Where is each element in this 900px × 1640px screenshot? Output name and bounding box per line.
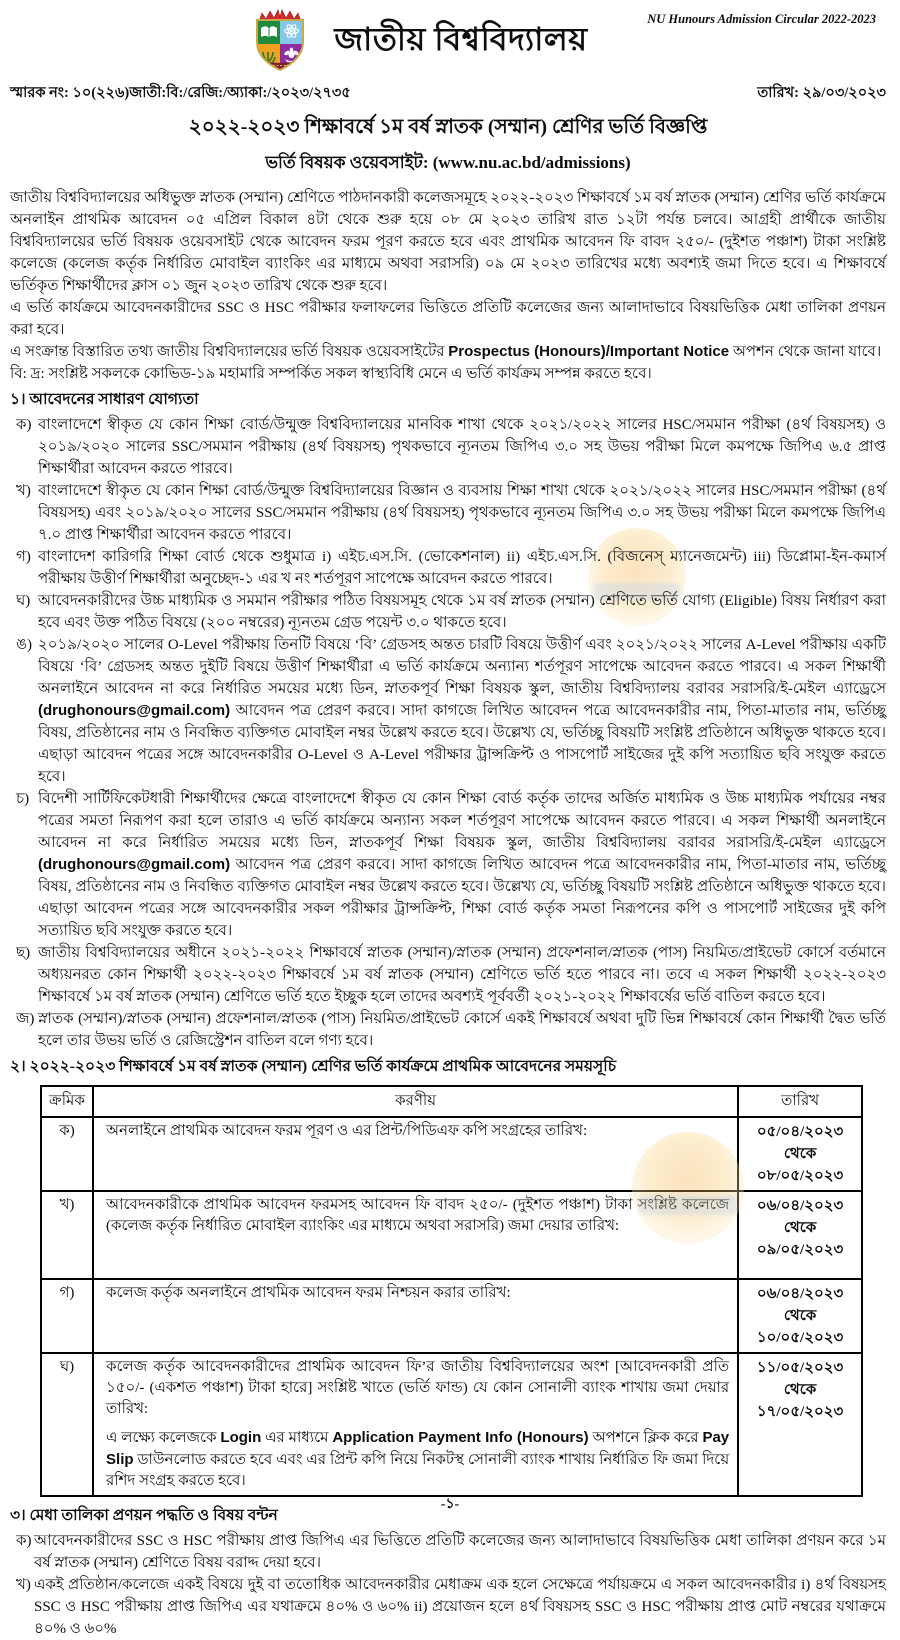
section3-heading: ৩। মেধা তালিকা প্রণয়ন পদ্ধতি ও বিষয় বন্টন	[10, 1507, 278, 1524]
row-serial: ঘ)	[41, 1353, 93, 1496]
eligibility-item-chha	[10, 942, 886, 1008]
covid-note: বি: দ্র: সংশ্লিষ্ট সকলকে কোভিড-১৯ মহামারি সম্পর্কিত সকল স্বাস্থ্যবিধি মেনে এ ভর্তি কার্যক্রম সম্পন্ন করতে হবে।	[10, 366, 652, 382]
row-serial: ক)	[41, 1117, 93, 1191]
item-text: আবেদনকারীদের SSC ও HSC পরীক্ষায় প্রাপ্ত জিপিএ এর ভিত্তিতে প্রতিটি কলেজের জন্য আলাদাভাবে বিষয়ভিত্তিক মেধা তালিকা প্রণয়ন করে ১ম বর্ষ স্নাতক (সম্মান) শ্রেণিতে বিষয় বরাদ্দ দেয়া হবে।	[34, 1533, 886, 1571]
page-number: -১-	[440, 1497, 460, 1512]
dean-email[interactable]: (drughonours@gmail.com)	[38, 856, 231, 873]
date-from: ০৬/০৪/২০২৩	[756, 1286, 844, 1302]
item-text: আবেদনকারীদের উচ্চ মাধ্যমিক ও সমমান পরীক্ষার পঠিত বিষয়সমূহ থেকে ১ম বর্ষ স্নাতক (সম্মান) শ্রেণিতে ভর্তি যোগ্য (Eligible) বিষয় নির্ধারণ করা হবে এবং উক্ত পঠিত বিষয়ে (২০০ নম্বরের) ন্যূনতম গ্রেড পয়েন্ট ৩.০ থাকতে হবে।	[38, 593, 886, 631]
date-to: ১০/০৫/২০২৩	[756, 1330, 844, 1346]
row-action: আবেদনকারীকে প্রাথমিক আবেদন ফরমসহ আবেদন ফি বাবদ ২৫০/- (দুইশত পঞ্চাশ) টাকা সংশ্লিষ্ট কলেজে (কলেজ কর্তৃক নির্ধারিত মোবাইল ব্যাংকিং এর মাধ্যমে অথবা সরাসরি) জমা দেয়ার তারিখ:	[93, 1191, 738, 1279]
item-label: ছ)	[16, 945, 31, 961]
page-title: ২০২২-২০২৩ শিক্ষাবর্ষে ১ম বর্ষ স্নাতক (সম্মান) শ্রেণির ভর্তি বিজ্ঞপ্তি	[188, 116, 708, 138]
instruction-text: অপশনে ক্লিক করে	[588, 1430, 703, 1446]
item-label: চ)	[16, 791, 30, 807]
item-text: বাংলাদেশে স্বীকৃত যে কোন শিক্ষা বোর্ড/উন্মুক্ত বিশ্ববিদ্যালয়ের মানবিক শাখা থেকে ২০২১/২০২২ সালের HSC/সমমান পরীক্ষা (৪র্থ বিষয়সহ) ও ২০১৯/২০২০ সালের SSC/সমমান পরীক্ষায় (৪র্থ বিষয়সহ) পৃথকভাবে ন্যূনতম জিপিএ ৩.০ সহ উভয় পরীক্ষা মিলে কমপক্ষে জিপিএ ৬.৫ প্রাপ্ত শিক্ষার্থীরা আবেদন করতে পারবে।	[38, 417, 886, 477]
eligibility-item-gha	[10, 590, 886, 634]
admission-website-line	[10, 150, 886, 178]
date-to: ০৮/০৫/২০২৩	[756, 1168, 844, 1184]
corner-note: NU Hunours Admission Circular 2022-2023	[647, 12, 876, 26]
eligibility-item-ka	[10, 414, 886, 480]
row-action	[93, 1353, 738, 1496]
prospectus-note-tail: অপশন থেকে জানা যাবে।	[729, 344, 882, 360]
item-label: ঘ)	[16, 593, 31, 609]
item-label: খ)	[16, 1577, 31, 1593]
merit-list-note: এ ভর্তি কার্যক্রমে আবেদনকারীদের SSC ও HSC পরীক্ষার ফলাফলের ভিত্তিতে প্রতিটি কলেজের জন্য আলাদাভাবে বিষয়ভিত্তিক মেধা তালিকা প্রণয়ন করা হবে।	[10, 300, 886, 338]
item-text: একই প্রতিষ্ঠান/কলেজে একই বিষয়ে দুই বা ততোধিক আবেদনকারীর মেধাক্রম এক হলে সেক্ষেত্রে পর্যায়ক্রমে এ সকল আবেদনকারীর i) ৪র্থ বিষয়সহ SSC ও HSC পরীক্ষায় প্রাপ্ত জিপিএ এর যথাক্রমে ৪০% ও ৬০% ii) প্রয়োজন হলে ৪র্থ বিষয়সহ SSC ও HSC পরীক্ষায় প্রাপ্ত মোট নম্বরের যথাক্রমে ৪০% ও ৬০%	[34, 1577, 886, 1637]
merit-item-kha	[10, 1574, 886, 1640]
item-text: বাংলাদেশ কারিগরি শিক্ষা বোর্ড থেকে শুধুমাত্র i) এইচ.এস.সি. (ভোকেশনাল) ii) এইচ.এস.সি. (বিজনেস্ ম্যানেজমেন্ট) iii) ডিপ্লোমা-ইন-কমার্স পরীক্ষায় উত্তীর্ণ শিক্ষার্থীরা অনুচ্ছেদ-১ এর খ নং শর্তপূরণ সাপেক্ষে আবেদন করতে পারবে।	[38, 549, 886, 587]
item-text: ২০১৯/২০২০ সালের O-Level পরীক্ষায় তিনটি বিষয়ে ‘বি’ গ্রেডসহ অন্তত চারটি বিষয়ে উত্তীর্ণ এবং ২০২১/২০২২ সালের A-Level পরীক্ষায় একটি বিষয়ে ‘বি’ গ্রেডসহ অন্তত দুইটি বিষয়ে উত্তীর্ণ শিক্ষার্থীরা এ ভর্তি কার্যক্রমে অন্যান্য শর্তপূরণ সাপেক্ষে আবেদন করতে পারবে। এ সকল শিক্ষার্থী অনলাইনে আবেদন না করে নির্ধারিত সময়ের মধ্যে ডিন, স্নাতকপূর্ব শিক্ষা বিষয়ক স্কুল, জাতীয় বিশ্ববিদ্যালয় বরাবর সরাসরি/ই-মেইল এ্যাড্রেসে	[38, 637, 886, 697]
item-label: জ)	[16, 1011, 35, 1027]
university-name: জাতীয় বিশ্ববিদ্যালয়	[334, 21, 588, 57]
eligibility-item-cha	[10, 788, 886, 942]
item-text: স্নাতক (সম্মান)/স্নাতক (সম্মান) প্রফেশনাল/স্নাতক (পাস) নিয়মিত/প্রাইভেট কোর্সে একই শিক্ষাবর্ষে অথবা দুটি ভিন্ন শিক্ষাবর্ষে কোন শিক্ষার্থী দ্বৈত ভর্তি হলে তার উভয় ভর্তি ও রেজিস্ট্রেশন বাতিল বলে গণ্য হবে।	[38, 1011, 886, 1049]
item-label: ঙ)	[16, 637, 32, 653]
national-university-logo-icon	[248, 8, 312, 74]
circular-date: তারিখ: ২৯/০৩/২০২৩	[757, 85, 886, 101]
date-to: ০৯/০৫/২০২৩	[756, 1242, 844, 1258]
item-text: জাতীয় বিশ্ববিদ্যালয়ের অধীনে ২০২১-২০২২ শিক্ষাবর্ষে স্নাতক (সম্মান)/স্নাতক (সম্মান) প্রফেশনাল/স্নাতক (পাস) নিয়মিত/প্রাইভেট কোর্সে বর্তমানে অধ্যয়নরত কোন শিক্ষার্থী ২০২২-২০২৩ শিক্ষাবর্ষে ১ম বর্ষ স্নাতক (সম্মান) শ্রেণিতে ভর্তি হতে পারবে না। তবে এ সকল শিক্ষার্থী ২০২২-২০২৩ শিক্ষাবর্ষে ১ম বর্ষ স্নাতক (সম্মান) শ্রেণিতে ভর্তি হতে ইচ্ছুক হলে তাদের অবশ্যই পূর্ববর্তী ২০২১-২০২২ শিক্ষাবর্ষের ভর্তি বাতিল করতে হবে।	[38, 945, 886, 1005]
column-header-date: তারিখ	[738, 1086, 862, 1117]
intro-paragraph: জাতীয় বিশ্ববিদ্যালয়ের অধিভুক্ত স্নাতক (সম্মান) শ্রেণিতে পাঠদানকারী কলেজসমূহে ২০২২-২০২৩ শিক্ষাবর্ষে ১ম বর্ষ স্নাতক (সম্মান) শ্রেণির ভর্তি কার্যক্রমে অনলাইন প্রাথমিক আবেদন ০৫ এপ্রিল বিকাল ৪টা থেকে শুরু হয়ে ০৮ মে ২০২৩ তারিখ রাত ১২টা পর্যন্ত চলবে। আগ্রহী প্রার্থীকে জাতীয় বিশ্ববিদ্যালয়ের ভর্তি বিষয়ক ওয়েবসাইট থেকে আবেদন ফরম পূরণ করতে হবে এবং প্রাথমিক আবেদন ফি বাবদ ২৫০/- (দুইশত পঞ্চাশ) টাকা সংশ্লিষ্ট কলেজে (কলেজ কর্তৃক নির্ধারিত মোবাইল ব্যাংকিং এর মাধ্যমে অথবা সরাসরি) ০৯ মে ২০২৩ তারিখের মধ্যে অবশ্যই জমা দিতে হবে। এ শিক্ষাবর্ষে ভর্তিকৃত শিক্ষার্থীদের ক্লাস ০১ জুন ২০২৩ তারিখ থেকে শুরু হবে।	[10, 190, 886, 294]
pay-slip-instructions	[106, 1427, 729, 1492]
merit-item-ka	[10, 1530, 886, 1574]
pay-slip-label: Pay Slip	[106, 1429, 730, 1468]
eligibility-item-kha	[10, 480, 886, 546]
row-date-range	[738, 1279, 862, 1353]
prospectus-note	[10, 341, 886, 363]
section1-items	[10, 414, 886, 1052]
instruction-text: ডাউনলোড করতে হবে এবং এর প্রিন্ট কপি নিয়ে নিকটস্থ সোনালী ব্যাংক শাখায় নির্ধারিত ফি জমা দিয়ে রশিদ সংগ্রহ করতে হবে।	[106, 1452, 730, 1489]
item-text-tail: আবেদন পত্র প্রেরণ করবে। সাদা কাগজে লিখিত আবেদন পত্রে আবেদনকারীর নাম, পিতা-মাতার নাম, ভর্তিচ্ছু বিষয়, প্রতিষ্ঠানের নাম ও নিবন্ধিত ব্যক্তিগত মোবাইল নম্বর উল্লেখ করতে হবে। উল্লেখ্য যে, ভর্তিচ্ছু বিষয়টি সংশ্লিষ্ট প্রতিষ্ঠানে অধিভুক্ত থাকতে হবে। এছাড়া আবেদন পত্রের সঙ্গে আবেদনকারীর O-Level ও A-Level পরীক্ষার ট্রান্সক্রিপ্ট ও পাসপোর্ট সাইজের দুই কপি সত্যায়িত ছবি সংযুক্ত করতে হবে।	[38, 703, 886, 785]
login-option-label: Login	[220, 1429, 262, 1446]
date-from: ০৬/০৪/২০২৩	[756, 1198, 844, 1214]
memo-number: স্মারক নং: ১০(২২৬)জাতী:বি:/রেজি:/অ্যাকা:/২০২৩/২৭৩৫	[10, 85, 351, 101]
website-label: ভর্তি বিষয়ক ওয়েবসাইট:	[265, 153, 429, 172]
item-label: ক)	[16, 417, 32, 433]
column-header-action: করণীয়	[93, 1086, 738, 1117]
instruction-text: এর মাধ্যমে	[261, 1430, 333, 1446]
row-action: অনলাইনে প্রাথমিক আবেদন ফরম পূরণ ও এর প্রিন্ট/পিডিএফ কপি সংগ্রহের তারিখ:	[93, 1117, 738, 1191]
payment-info-option-label: Application Payment Info (Honours)	[332, 1429, 589, 1446]
table-row	[41, 1279, 862, 1353]
item-label: ক)	[16, 1533, 32, 1549]
dean-email[interactable]: (drughonours@gmail.com)	[38, 702, 231, 719]
row-action-paragraph: কলেজ কর্তৃক আবেদনকারীদের প্রাথমিক আবেদন ফি’র জাতীয় বিশ্ববিদ্যালয়ের অংশ [আবেদনকারী প্রতি ১৫০/- (একশত পঞ্চাশ) টাকা হারে] সংশ্লিষ্ট খাতে (ভর্তি ফান্ড) যে কোন সোনালী ব্যাংক শাখায় জমা দেয়ার তারিখ:	[106, 1359, 730, 1417]
eligibility-item-ja	[10, 1008, 886, 1052]
table-header-row	[41, 1086, 862, 1117]
date-separator: থেকে	[783, 1382, 817, 1398]
row-date-range	[738, 1353, 862, 1496]
table-row	[41, 1353, 862, 1496]
item-text: বাংলাদেশে স্বীকৃত যে কোন শিক্ষা বোর্ড/উন্মুক্ত বিশ্ববিদ্যালয়ের বিজ্ঞান ও ব্যবসায় শিক্ষা শাখা থেকে ২০২১/২০২২ সালের HSC/সমমান পরীক্ষা (৪র্থ বিষয়সহ) এবং ২০১৯/২০২০ সালের SSC/সমমান পরীক্ষায় (৪র্থ বিষয়সহ) পৃথকভাবে ন্যূনতম জিপিএ ৩.০ সহ উভয় পরীক্ষা মিলে কমপক্ষে জিপিএ ৭.০ প্রাপ্ত শিক্ষার্থীরা আবেদন করতে পারবে।	[38, 483, 886, 543]
item-text: বিদেশী সার্টিফিকেটধারী শিক্ষার্থীদের ক্ষেত্রে বাংলাদেশে স্বীকৃত যে কোন শিক্ষা বোর্ড কর্তৃক তাদের অর্জিত মাধ্যমিক ও উচ্চ মাধ্যমিক পর্যায়ের নম্বর পত্রের সমতা নিরূপণ করা হলে তারাও এ ভর্তি কার্যক্রমে অন্যান্য সকল শর্তপূরণ সাপেক্ষে আবেদন করতে পারবে। এ সকল শিক্ষার্থী অনলাইনে আবেদন না করে নির্ধারিত সময়ের মধ্যে ডিন, স্নাতকপূর্ব শিক্ষা বিষয়ক স্কুল, জাতীয় বিশ্ববিদ্যালয় বরাবর সরাসরি/ই-মেইল এ্যাড্রেসে	[38, 791, 886, 851]
section1-heading: ১। আবেদনের সাধারণ যোগ্যতা	[10, 391, 199, 408]
row-date-range	[738, 1117, 862, 1191]
date-separator: থেকে	[783, 1220, 817, 1236]
date-from: ০৫/০৪/২০২৩	[756, 1124, 844, 1140]
eligibility-item-ga	[10, 546, 886, 590]
column-header-serial: ক্রমিক	[41, 1086, 93, 1117]
website-url[interactable]: (www.nu.ac.bd/admissions)	[432, 153, 631, 172]
prospectus-note-text: এ সংক্রান্ত বিস্তারিত তথ্য জাতীয় বিশ্ববিদ্যালয়ের ভর্তি বিষয়ক ওয়েবসাইটের	[10, 344, 449, 360]
row-date-range	[738, 1191, 862, 1279]
date-from: ১১/০৫/২০২৩	[756, 1360, 844, 1376]
section3-items	[10, 1530, 886, 1640]
date-to: ১৭/০৫/২০২৩	[756, 1404, 844, 1420]
item-label: গ)	[16, 549, 31, 565]
instruction-text: এ লক্ষ্যে কলেজকে	[106, 1430, 221, 1446]
table-row	[41, 1191, 862, 1279]
memo-row	[10, 82, 886, 106]
date-separator: থেকে	[783, 1308, 817, 1324]
row-serial: খ)	[41, 1191, 93, 1279]
date-separator: থেকে	[783, 1146, 817, 1162]
prospectus-option-label: Prospectus (Honours)/Important Notice	[448, 343, 730, 360]
row-action: কলেজ কর্তৃক অনলাইনে প্রাথমিক আবেদন ফরম নিশ্চয়ন করার তারিখ:	[93, 1279, 738, 1353]
table-row	[41, 1117, 862, 1191]
section2-heading: ২। ২০২২-২০২৩ শিক্ষাবর্ষে ১ম বর্ষ স্নাতক (সম্মান) শ্রেণির ভর্তি কার্যক্রমে প্রাথমিক আবেদনের সময়সূচি	[10, 1058, 617, 1075]
intro-section	[10, 187, 886, 385]
item-text-tail: আবেদন পত্র প্রেরণ করবে। সাদা কাগজে লিখিত আবেদন পত্রে আবেদনকারীর নাম, পিতা-মাতার নাম, ভর্তিচ্ছু বিষয়, প্রতিষ্ঠানের নাম ও নিবন্ধিত ব্যক্তিগত মোবাইল নম্বর উল্লেখ করতে হবে। উল্লেখ্য যে, ভর্তিচ্ছু বিষয়টি সংশ্লিষ্ট প্রতিষ্ঠানে অধিভুক্ত থাকতে হবে। এছাড়া আবেদন পত্রের সঙ্গে আবেদনকারীর সকল পরীক্ষার ট্রান্সক্রিপ্ট, শিক্ষা বোর্ড কর্তৃক সমতা নিরূপনের কপি ও পাসপোর্ট সাইজের দুই কপি সত্যায়িত ছবি সংযুক্ত করতে হবে।	[38, 857, 886, 939]
application-schedule-table	[40, 1085, 863, 1497]
eligibility-item-uno	[10, 634, 886, 788]
row-serial: গ)	[41, 1279, 93, 1353]
item-label: খ)	[16, 483, 31, 499]
